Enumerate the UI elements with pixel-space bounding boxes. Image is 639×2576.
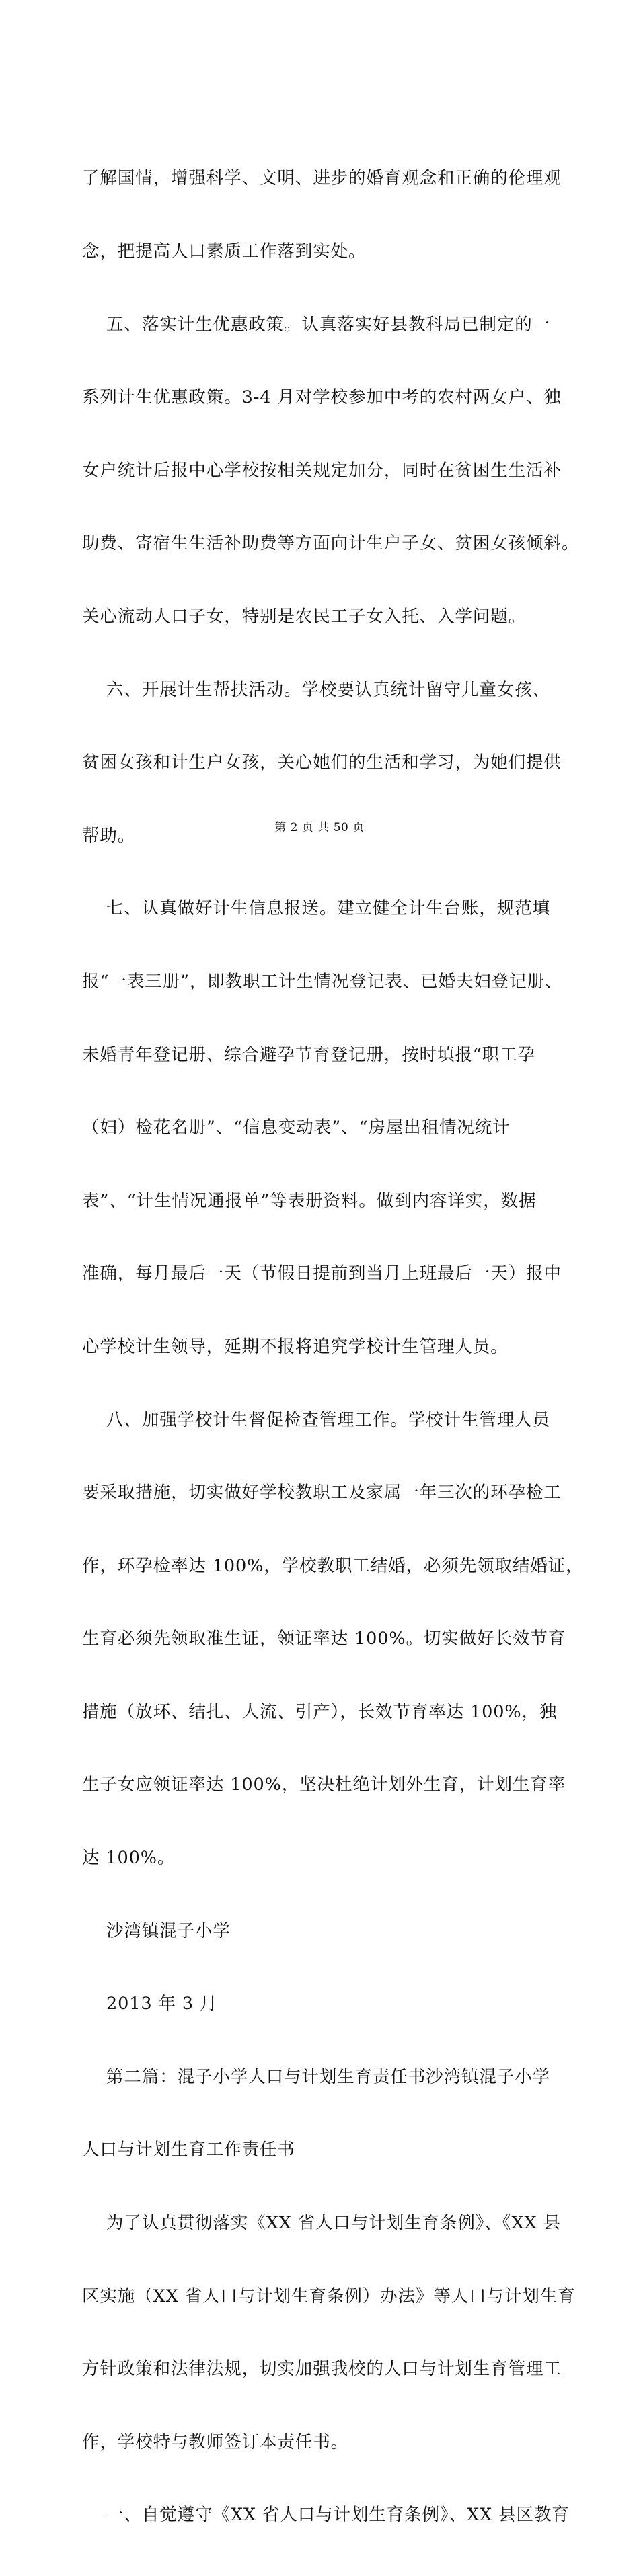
text-line: 帮助。	[82, 825, 136, 846]
text-line: 要采取措施，切实做好学校教职工及家属一年三次的环孕检工	[82, 1483, 562, 1504]
text-line: 准确，每月最后一天（节假日提前到当月上班最后一天）报中	[82, 1263, 562, 1284]
text-line: 八、加强学校计生督促检查管理工作。学校计生管理人员	[82, 1409, 551, 1430]
text-line: 作，学校特与教师签订本责任书。	[82, 2431, 349, 2452]
text-line: 关心流动人口子女，特别是农民工子女入托、入学问题。	[82, 606, 527, 627]
text-line: 贫困女孩和计生户女孩，关心她们的生活和学习，为她们提供	[82, 752, 562, 773]
text-line: （妇）检花名册”、“信息变动表”、“房屋出租情况统计	[82, 1118, 511, 1138]
text-line: 六、开展计生帮扶活动。学校要认真统计留守儿童女孩、	[82, 679, 551, 700]
page-number-footer: 第 2 页 共 50 页	[274, 821, 365, 834]
text-line: 了解国情，增强科学、文明、进步的婚育观念和正确的伦理观	[82, 168, 562, 189]
text-line: 系列计生优惠政策。3-4 月对学校参加中考的农村两女户、独	[82, 387, 562, 408]
text-line: 生子女应领证率达 100%，坚决杜绝计划外生育，计划生育率	[82, 1774, 566, 1795]
text-line: 报“一表三册”，即教职工计生情况登记表、已婚夫妇登记册、	[82, 971, 563, 992]
text-line: 表”、“计生情况通报单”等表册资料。做到内容详实，数据	[82, 1190, 537, 1211]
text-line: 一、自觉遵守《XX 省人口与计划生育条例》、XX 县区教育	[82, 2505, 570, 2526]
text-line: 念，把提高人口素质工作落到实处。	[82, 241, 367, 262]
text-line: 生育必须先领取准生证，领证率达 100%。切实做好长效节育	[82, 1629, 566, 1649]
section-heading: 第二篇：混子小学人口与计划生育责任书沙湾镇混子小学	[82, 2066, 551, 2087]
text-line: 女户统计后报中心学校按相关规定加分，同时在贫困生生活补	[82, 460, 562, 481]
text-line: 方针政策和法律法规，切实加强我校的人口与计划生育管理工	[82, 2359, 562, 2380]
text-line: 助费、寄宿生生活补助费等方面向计生户子女、贫困女孩倾斜。	[82, 533, 580, 554]
text-line: 心学校计生领导，延期不报将追究学校计生管理人员。	[82, 1336, 509, 1357]
document-body	[82, 118, 584, 2576]
text-line: 达 100%。	[82, 1848, 176, 1869]
text-line: 作，环孕检率达 100%，学校教职工结婚，必须先领取结婚证，	[82, 1555, 584, 1576]
signature-school: 沙湾镇混子小学	[82, 1920, 231, 1941]
text-line: 五、落实计生优惠政策。认真落实好县教科局已制定的一	[82, 314, 551, 335]
text-line: 七、认真做好计生信息报送。建立健全计生台账，规范填	[82, 898, 551, 919]
signature-date: 2013 年 3 月	[82, 1994, 218, 2015]
text-line: 区实施（XX 省人口与计划生育条例）办法》等人口与计划生育	[82, 2286, 576, 2306]
text-line: 措施（放环、结扎、人流、引产），长效节育率达 100%，独	[82, 1701, 558, 1722]
section-heading-continued: 人口与计划生育工作责任书	[82, 2140, 295, 2160]
text-line: 未婚青年登记册、综合避孕节育登记册，按时填报“职工孕	[82, 1044, 535, 1065]
text-line: 为了认真贯彻落实《XX 省人口与计划生育条例》、《XX 县	[82, 2213, 561, 2234]
